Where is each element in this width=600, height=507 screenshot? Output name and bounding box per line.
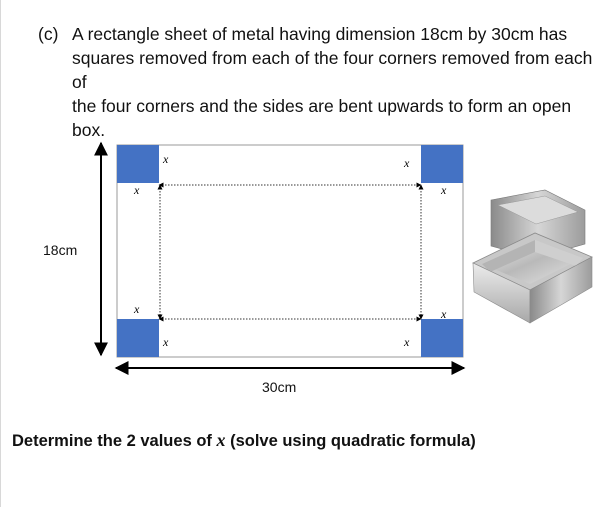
question-line-3: the four corners and the sides are bent upwards to form an open box. bbox=[72, 96, 572, 140]
question-line-1: A rectangle sheet of metal having dimension 18cm by 30cm has bbox=[72, 24, 568, 44]
corner-square-top-right bbox=[421, 145, 463, 183]
x-label-top-right-h: x bbox=[404, 156, 410, 170]
open-metal-box-image bbox=[473, 190, 592, 323]
x-label-bottom-left-h: x bbox=[163, 335, 169, 349]
x-label-bottom-right-v: x bbox=[441, 307, 447, 321]
metal-sheet bbox=[117, 145, 463, 357]
x-label-top-left-h: x bbox=[163, 152, 169, 166]
x-label-bottom-right-h: x bbox=[404, 335, 410, 349]
x-label-top-left-v: x bbox=[134, 183, 140, 197]
instruction-suffix: (solve using quadratic formula) bbox=[225, 432, 476, 450]
width-label: 30cm bbox=[262, 379, 297, 395]
x-label-top-right-v: x bbox=[441, 183, 447, 197]
corner-square-bottom-left bbox=[117, 319, 159, 357]
question-line-2: squares removed from each of the four corners removed from each of bbox=[72, 48, 593, 92]
instruction-text bbox=[12, 430, 476, 451]
instruction-prefix: Determine the 2 values of bbox=[12, 432, 217, 450]
height-label: 18cm bbox=[43, 242, 78, 258]
x-label-bottom-left-v: x bbox=[134, 302, 140, 316]
corner-square-bottom-right bbox=[421, 319, 463, 357]
corner-square-top-left bbox=[117, 145, 159, 183]
instruction-variable: x bbox=[216, 430, 226, 450]
question-label: (c) bbox=[38, 24, 59, 44]
